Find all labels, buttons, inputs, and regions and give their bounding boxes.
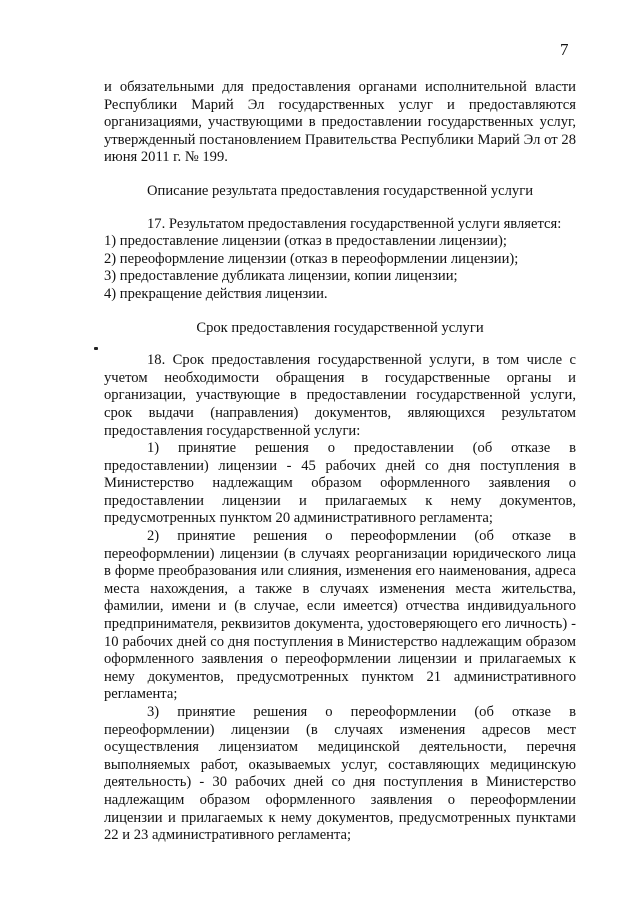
paragraph-18: 18. Срок предоставления государственной услуги, в том числе с учетом необходимости обращения в государственные органы и организации, участвующие в предоставлении государственной услуги, срок выдачи (направления) документов, являющихся результатом предоставления государственной услуги: <box>104 352 576 439</box>
margin-mark <box>94 347 98 350</box>
list-item-17-1: 1) предоставление лицензии (отказ в предоставлении лицензии); <box>104 233 507 250</box>
page-body <box>104 79 576 845</box>
list-item-17-4: 4) прекращение действия лицензии. <box>104 285 328 302</box>
list-item-17-2: 2) переоформление лицензии (отказ в переоформлении лицензии); <box>104 250 519 267</box>
page-number: 7 <box>560 40 569 59</box>
paragraph-intro: и обязательными для предоставления органами исполнительной власти Республики Марий Эл государственных услуг и предоставляются организациями, участвующими в предоставлении государственных услуг, утвержденный постановлением Правительства Республики Марий Эл от 28 июня 2011 г. № 199. <box>104 79 576 166</box>
paragraph-17: 17. Результатом предоставления государственной услуги является: <box>147 215 562 232</box>
section-heading-result: Описание результата предоставления государственной услуги <box>146 182 534 199</box>
list-item-18-2: 2) принятие решения о переоформлении (об отказе в переоформлении) лицензии (в случаях реорганизации юридического лица в форме преобразования или слияния, изменения его наименования, адреса места нахождения, а также в случаях изменения места жительства, фамилии, имени и (в случае, если имеется) отчества индивидуального предпринимателя, реквизитов документа, удостоверяющего его личность) - 10 рабочих дней со дня поступления в Министерство надлежащим образом оформленного заявления о переоформлении лицензии и прилагаемых к нему документов, предусмотренных пунктом 21 административного регламента; <box>104 528 576 703</box>
section-heading-term: Срок предоставления государственной услуги <box>196 319 484 336</box>
list-item-18-3: 3) принятие решения о переоформлении (об отказе в переоформлении) лицензии (в случаях изменения адресов мест осуществления лицензиатом медицинской деятельности, перечня выполняемых работ, оказываемых услуг, составляющих медицинскую деятельность) - 30 рабочих дней со дня поступления в Министерство надлежащим образом оформленного заявления о переоформлении лицензии и прилагаемых к нему документов, предусмотренных пунктами 22 и 23 административного регламента; <box>104 704 576 844</box>
list-item-17-3: 3) предоставление дубликата лицензии, копии лицензии; <box>104 268 458 285</box>
list-item-18-1: 1) принятие решения о предоставлении (об отказе в предоставлении) лицензии - 45 рабочих дней со дня поступления в Министерство надлежащим образом оформленного заявления о предоставлении лицензии и прилагаемых к нему документов, предусмотренных пунктом 20 административного регламента; <box>104 440 576 527</box>
